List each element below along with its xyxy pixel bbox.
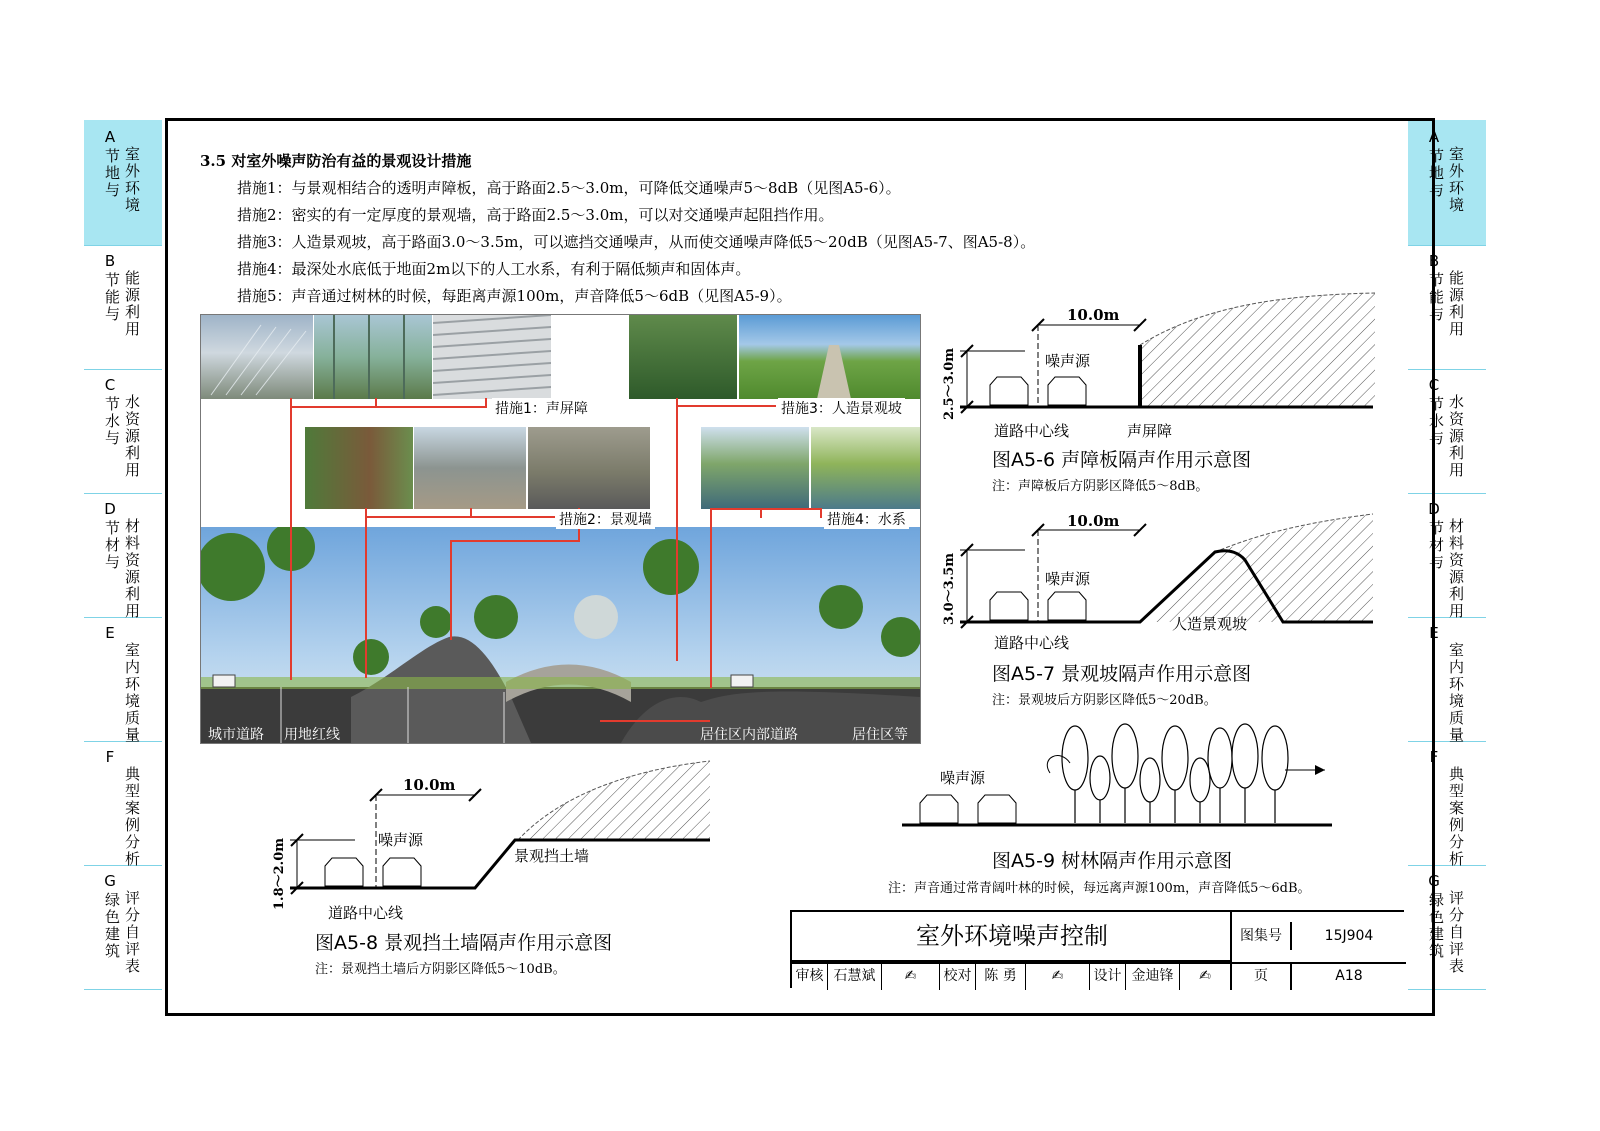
photo-barrier-2 xyxy=(314,315,432,399)
label-measure-1: 措施1：声屏障 xyxy=(492,398,591,418)
atlas-number: 15J904 xyxy=(1324,928,1374,944)
tab-label-long: 水资源利用 xyxy=(1448,393,1464,479)
panorama-section xyxy=(201,527,920,743)
photo-water-1 xyxy=(701,427,809,509)
tab-label-long: 能源利用 xyxy=(124,269,140,338)
photo-slope-2 xyxy=(739,315,920,399)
fig6-note: 注：声障板后方阴影区降低5～8dB。 xyxy=(992,479,1209,494)
fig8-diagram xyxy=(270,755,740,895)
title-block-title: 室外环境噪声控制 xyxy=(916,922,1108,950)
review-label: 审核 xyxy=(792,962,828,990)
tab-label-short: 节材与 xyxy=(104,519,120,571)
fig7-diagram xyxy=(925,510,1385,630)
fig9-source: 噪声源 xyxy=(940,769,986,787)
tab-label-short: 节能与 xyxy=(104,271,120,323)
label-measure-3: 措施3：人造景观坡 xyxy=(778,398,905,418)
tab-label-long: 室内环境质量 xyxy=(1448,641,1464,744)
connector-line xyxy=(290,406,485,408)
left-tab-b[interactable] xyxy=(84,244,162,370)
left-tab-c[interactable] xyxy=(84,368,162,494)
connector-line xyxy=(710,508,712,688)
photo-barrier-3 xyxy=(433,315,551,399)
tab-label-short: 绿色建筑 xyxy=(1428,891,1444,960)
tab-letter: D xyxy=(104,500,116,518)
tab-letter: B xyxy=(1428,252,1440,270)
tab-label-long: 典型案例分析 xyxy=(1448,765,1464,868)
section-title: 3.5 对室外噪声防治有益的景观设计措施 xyxy=(200,152,472,170)
connector-line xyxy=(485,398,487,408)
tab-label-short: 节地与 xyxy=(104,147,120,199)
page-number: A18 xyxy=(1335,968,1363,984)
fig8-note: 注：景观挡土墙后方阴影区降低5～10dB。 xyxy=(315,962,566,977)
connector-line xyxy=(760,508,762,518)
check-label: 校对 xyxy=(940,962,976,990)
reviewer-name: 石慧斌 xyxy=(828,962,882,990)
tab-label-short: 节地与 xyxy=(1428,147,1444,199)
tab-label-long: 材料资源利用 xyxy=(124,517,140,620)
label-measure-4: 措施4：水系 xyxy=(824,509,909,529)
fig7-height: 3.0～3.5m xyxy=(942,553,957,625)
tab-label-long: 材料资源利用 xyxy=(1448,517,1464,620)
fig7-title: 图A5-7 景观坡隔声作用示意图 xyxy=(992,663,1252,685)
photo-slope-1 xyxy=(629,315,737,399)
tab-label-short: 节能与 xyxy=(1428,271,1444,323)
title-block xyxy=(790,910,1404,988)
fig7-dim: 10.0m xyxy=(1067,512,1120,530)
fig6-diagram xyxy=(925,285,1385,425)
tab-label-long: 水资源利用 xyxy=(124,393,140,479)
tab-label-short: 绿色建筑 xyxy=(104,891,120,960)
tab-label-long: 室外环境 xyxy=(124,145,140,214)
bottom-label-residential: 居住区等 xyxy=(852,727,908,743)
left-tab-e[interactable] xyxy=(84,616,162,742)
photo-water-2 xyxy=(811,427,920,509)
fig9-note: 注：声音通过常青阔叶林的时候，每远离声源100m，声音降低5～6dB。 xyxy=(888,881,1311,896)
photo-collage xyxy=(200,314,921,744)
tab-letter: G xyxy=(104,872,116,890)
connector-line xyxy=(676,405,678,661)
designer-signature: ✍ xyxy=(1180,962,1232,990)
tab-label-short: 节水与 xyxy=(104,395,120,447)
atlas-label: 图集号 xyxy=(1232,922,1292,950)
tab-letter: B xyxy=(104,252,116,270)
left-tab-d[interactable] xyxy=(84,492,162,618)
fig9-title: 图A5-9 树林隔声作用示意图 xyxy=(992,850,1233,872)
bottom-label-city-road: 城市道路 xyxy=(208,727,264,743)
measure-2: 措施2：密实的有一定厚度的景观墙，高于路面2.5～3.0m，可以对交通噪声起阻挡作用。 xyxy=(237,206,834,224)
tab-letter: A xyxy=(1428,128,1440,146)
left-tab-g[interactable] xyxy=(84,864,162,990)
tab-letter: F xyxy=(1429,748,1439,766)
tab-letter: E xyxy=(105,624,115,642)
photo-wall-1 xyxy=(305,427,413,509)
fig6-barrier: 声屏障 xyxy=(1127,422,1173,440)
fig8-centerline: 道路中心线 xyxy=(328,904,404,922)
tab-label-short: 节材与 xyxy=(1428,519,1444,571)
tab-letter: E xyxy=(1429,624,1439,642)
label-measure-2: 措施2：景观墙 xyxy=(556,509,655,529)
measure-1: 措施1：与景观相结合的透明声障板，高于路面2.5～3.0m，可降低交通噪声5～8dB（见图A5-6）。 xyxy=(237,179,901,197)
measure-3: 措施3：人造景观坡，高于路面3.0～3.5m，可以遮挡交通噪声，从而使交通噪声降低5～20dB（见图A5-7、图A5-8）。 xyxy=(237,233,1036,251)
fig6-source: 噪声源 xyxy=(1045,352,1091,370)
fig7-slope: 人造景观坡 xyxy=(1172,615,1248,633)
tab-letter: F xyxy=(105,748,115,766)
connector-line xyxy=(600,720,710,722)
tab-label-long: 室内环境质量 xyxy=(124,641,140,744)
checker-name: 陈 勇 xyxy=(976,962,1026,990)
connector-line xyxy=(365,516,555,518)
connector-line xyxy=(375,398,377,408)
connector-line xyxy=(450,540,580,542)
tab-letter: A xyxy=(104,128,116,146)
design-label: 设计 xyxy=(1090,962,1126,990)
tab-label-long: 能源利用 xyxy=(1448,269,1464,338)
connector-line xyxy=(450,540,452,640)
connector-line xyxy=(676,405,776,407)
connector-line xyxy=(290,398,292,680)
fig6-height: 2.5～3.0m xyxy=(942,348,957,420)
connector-line xyxy=(710,508,820,510)
tab-label-long: 评分自评表 xyxy=(124,889,140,975)
fig6-dim: 10.0m xyxy=(1067,306,1120,324)
checker-signature: ✍ xyxy=(1026,962,1090,990)
fig7-source: 噪声源 xyxy=(1045,570,1091,588)
left-tab-f[interactable] xyxy=(84,740,162,866)
tab-letter: C xyxy=(104,376,116,394)
page-label: 页 xyxy=(1232,962,1292,990)
connector-line xyxy=(820,508,822,518)
photo-wall-2 xyxy=(414,427,526,509)
tab-letter: G xyxy=(1428,872,1440,890)
fig7-centerline: 道路中心线 xyxy=(994,634,1070,652)
fig7-note: 注：景观坡后方阴影区降低5～20dB。 xyxy=(992,693,1217,708)
photo-wall-3 xyxy=(528,427,650,509)
measure-5: 措施5：声音通过树林的时候，每距离声源100m，声音降低5～6dB（见图A5-9）。 xyxy=(237,287,792,305)
measure-4: 措施4：最深处水底低于地面2m以下的人工水系，有利于隔低频声和固体声。 xyxy=(237,260,751,278)
reviewer-signature: ✍ xyxy=(882,962,940,990)
tab-label-short: 节水与 xyxy=(1428,395,1444,447)
designer-name: 金迪锋 xyxy=(1126,962,1180,990)
tab-label-long: 评分自评表 xyxy=(1448,889,1464,975)
bottom-label-internal-road: 居住区内部道路 xyxy=(700,727,798,743)
fig8-source: 噪声源 xyxy=(378,831,424,849)
connector-line xyxy=(365,508,367,678)
tab-letter: D xyxy=(1428,500,1440,518)
tab-label-long: 室外环境 xyxy=(1448,145,1464,214)
fig6-title: 图A5-6 声障板隔声作用示意图 xyxy=(992,449,1252,471)
bottom-label-red-line: 用地红线 xyxy=(284,727,340,743)
fig8-height: 1.8～2.0m xyxy=(272,838,287,910)
fig8-dim: 10.0m xyxy=(403,776,456,794)
tab-letter: C xyxy=(1428,376,1440,394)
connector-line xyxy=(470,508,472,518)
tab-label-long: 典型案例分析 xyxy=(124,765,140,868)
left-tab-a[interactable] xyxy=(84,120,162,246)
fig8-wall: 景观挡土墙 xyxy=(514,847,590,865)
fig6-centerline: 道路中心线 xyxy=(994,422,1070,440)
photo-barrier-1 xyxy=(201,315,313,399)
fig8-title: 图A5-8 景观挡土墙隔声作用示意图 xyxy=(315,932,613,954)
